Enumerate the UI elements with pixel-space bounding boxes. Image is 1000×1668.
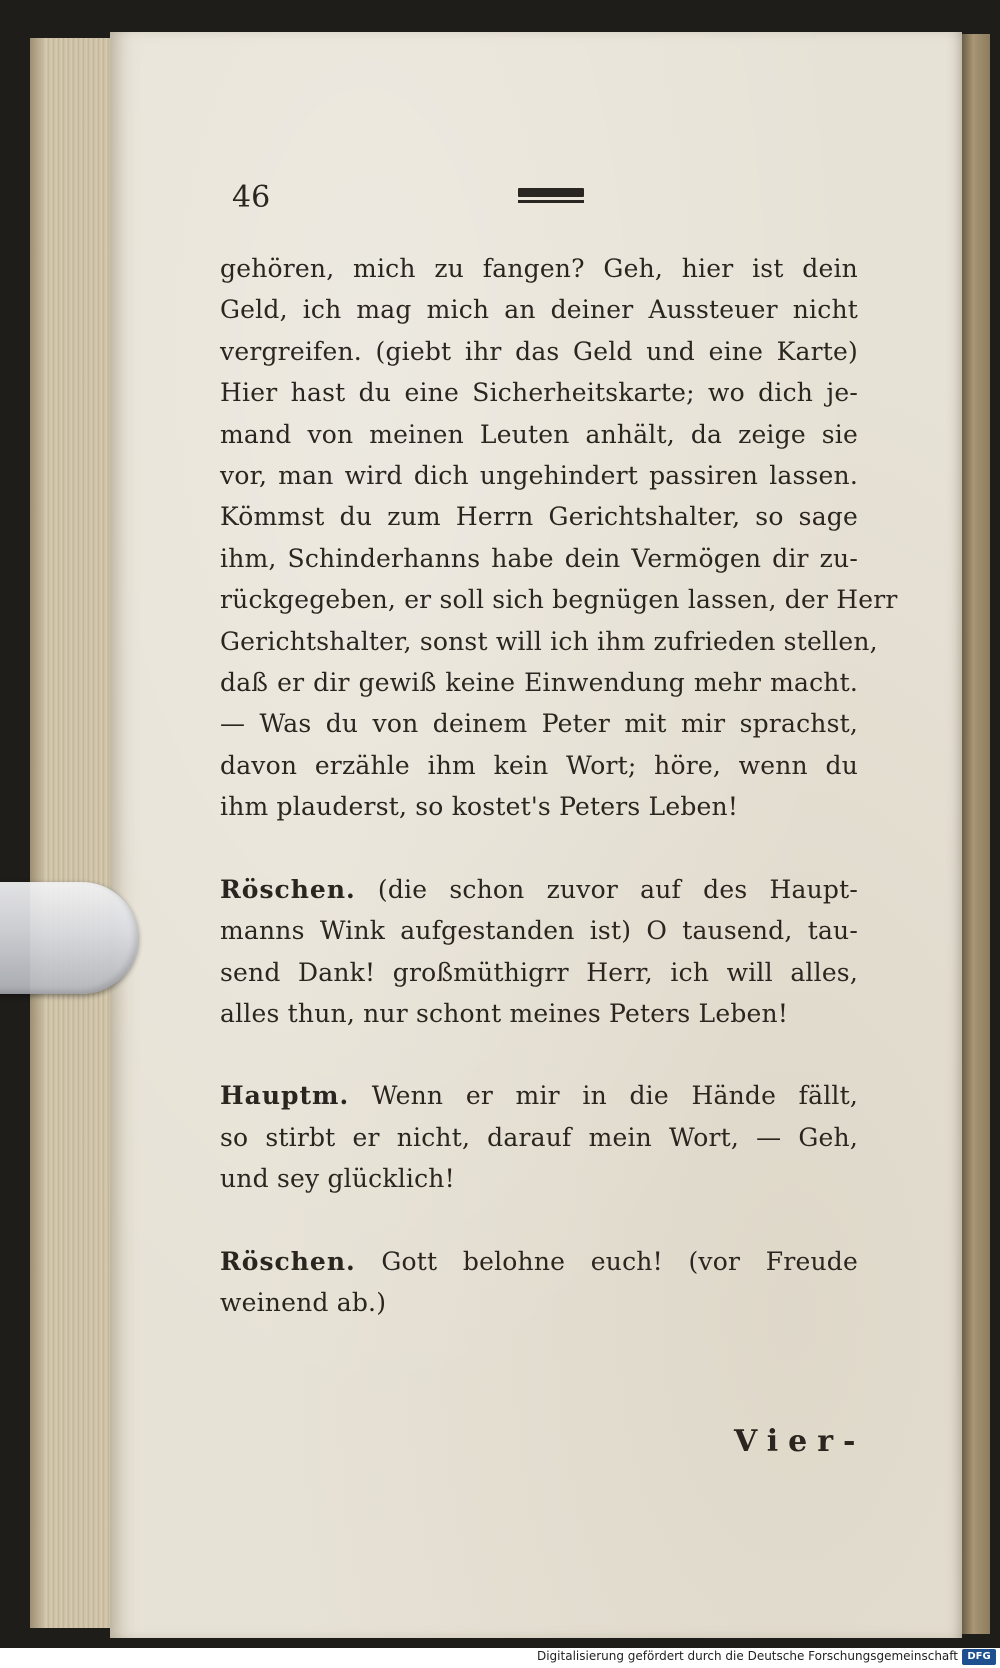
text-line: Geld, ich mag mich an deiner Aussteuer nicht	[220, 295, 858, 325]
text-line: gehören, mich zu fangen? Geh, hier ist dein	[220, 254, 858, 283]
text-line: send Dank! großmüthigrr Herr, ich will alles,	[220, 957, 858, 987]
next-page-edge	[962, 34, 990, 1634]
speaker-name: Röschen.	[220, 874, 356, 904]
text-line: so stirbt er nicht, darauf mein Wort, — Geh,	[220, 1122, 858, 1152]
speaker-name: Röschen.	[220, 1246, 356, 1276]
text-line: ihm, Schinderhanns habe dein Vermögen dir zu-	[220, 543, 858, 573]
text-line: Hier hast du eine Sicherheitskarte; wo dich je-	[220, 378, 858, 408]
paragraph-1	[220, 248, 898, 828]
text-line: Hauptm. Wenn er mir in die Hände fällt,	[220, 1081, 858, 1111]
text-line: Kömmst du zum Herrn Gerichtshalter, so sage	[220, 502, 858, 532]
text-line: rückgegeben, er soll sich begnügen lassen, der Herr	[220, 585, 898, 615]
page-number: 46	[232, 180, 271, 215]
header-ornament	[518, 188, 584, 204]
text-line: Gerichtshalter, sonst will ich ihm zufrieden stellen,	[220, 626, 878, 656]
paragraph-3	[220, 1075, 858, 1199]
page-edges-shadow	[30, 38, 44, 1628]
page-holder-clip	[0, 882, 138, 994]
body-text	[220, 248, 898, 1323]
text-line: alles thun, nur schont meines Peters Leben!	[220, 998, 789, 1028]
text-line: vergreifen. (giebt ihr das Geld und eine Karte)	[220, 336, 858, 366]
catchword: Vier-	[734, 1424, 866, 1459]
footer-credit: Digitalisierung gefördert durch die Deutsche Forschungsgemeinschaft	[536, 1649, 958, 1663]
text-line: — Was du von deinem Peter mit mir sprachst,	[220, 709, 858, 739]
text-line: daß er dir gewiß keine Einwendung mehr macht.	[220, 668, 858, 698]
paragraph-2	[220, 869, 858, 1035]
text-line: manns Wink aufgestanden ist) O tausend, tau-	[220, 916, 858, 946]
text-line: und sey glücklich!	[220, 1164, 455, 1194]
dfg-logo-icon: DFG	[962, 1649, 996, 1665]
text-line: Röschen. Gott belohne euch! (vor Freude	[220, 1246, 858, 1276]
ornament-bar-thin	[518, 200, 584, 203]
ornament-bar-thick	[518, 188, 584, 197]
text-line: davon erzähle ihm kein Wort; höre, wenn du	[220, 750, 858, 780]
text-line: weinend ab.)	[220, 1287, 387, 1317]
text-line: ihm plauderst, so kostet's Peters Leben!	[220, 792, 739, 822]
paragraph-4	[220, 1241, 858, 1324]
speaker-name: Hauptm.	[220, 1081, 350, 1111]
text-line: vor, man wird dich ungehindert passiren lassen.	[220, 461, 858, 491]
text-line: Röschen. (die schon zuvor auf des Haupt-	[220, 874, 858, 904]
text-line: mand von meinen Leuten anhält, da zeige sie	[220, 419, 858, 449]
